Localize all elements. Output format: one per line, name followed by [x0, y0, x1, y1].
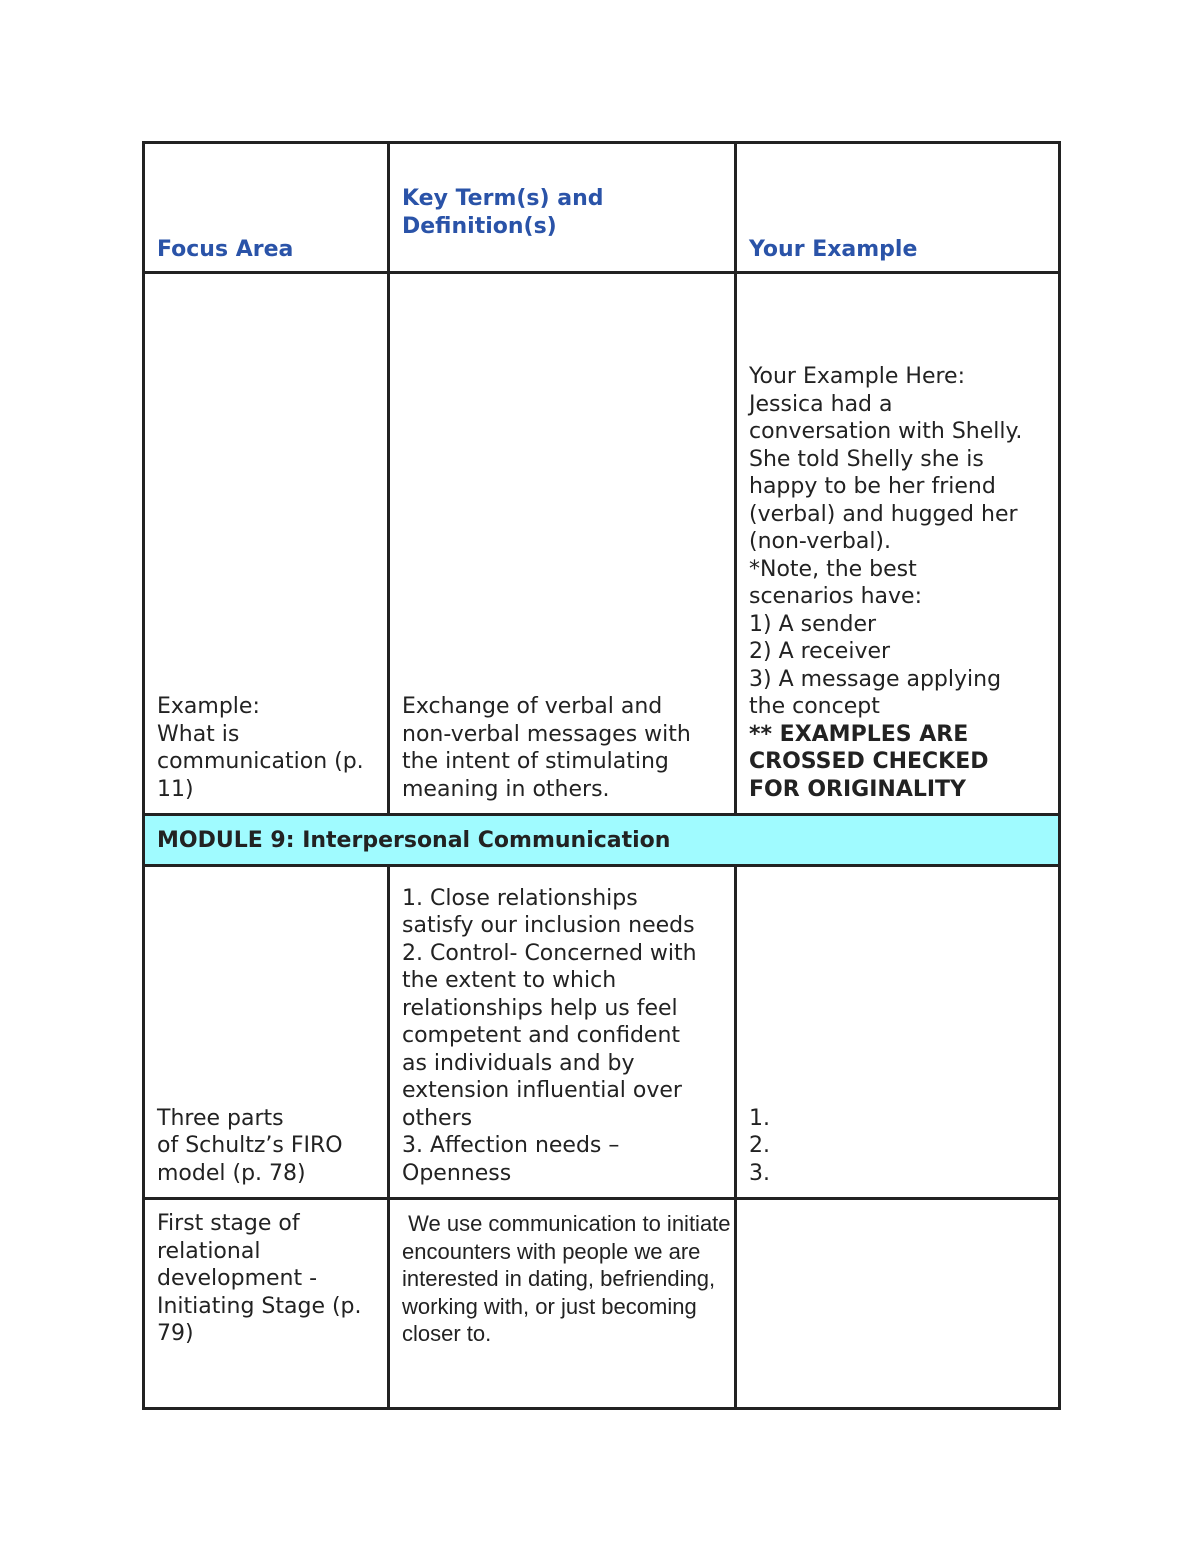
example-text-line: 2) A receiver	[749, 639, 891, 664]
initiating-stage-row	[144, 1199, 1060, 1409]
module-heading: MODULE 9: Interpersonal Communication	[144, 815, 1060, 866]
initiating-definition-line: interested in dating, befriending,	[402, 1266, 716, 1291]
initiating-focus-area-line: 79)	[157, 1321, 194, 1346]
header-your-example-label: Your Example	[749, 236, 918, 262]
firo-definition-line: relationships help us feel	[402, 995, 678, 1021]
example-focus-area-line: Example:	[157, 694, 260, 719]
firo-definition-line: 2. Control- Concerned with	[402, 940, 697, 966]
firo-definition-cell	[389, 866, 736, 1199]
originality-notice-line: CROSSED CHECKED	[749, 749, 989, 774]
example-row	[144, 273, 1060, 815]
module-heading-row	[144, 815, 1060, 866]
example-text-line: (verbal) and hugged her	[749, 501, 1018, 527]
example-text-line: She told Shelly she is	[749, 446, 984, 472]
header-focus-area	[144, 143, 389, 273]
example-definition-line: meaning in others.	[402, 776, 610, 802]
initiating-focus-area-line: development -	[157, 1266, 318, 1291]
firo-definition-line: as individuals and by	[402, 1050, 635, 1076]
firo-definition-line: 1. Close relationships	[402, 885, 638, 911]
firo-focus-area-line: Three parts	[157, 1105, 284, 1131]
example-focus-area-cell	[144, 273, 389, 815]
initiating-definition-line: working with, or just becoming	[402, 1293, 697, 1319]
example-definition-line: non-verbal messages with	[402, 721, 691, 747]
firo-definition-line: satisfy our inclusion needs	[402, 913, 695, 938]
example-text-line: (non-verbal).	[749, 529, 892, 554]
example-focus-area-line: What is	[157, 721, 240, 747]
firo-definition-line: the extent to which	[402, 968, 617, 993]
firo-definition-line: Openness	[402, 1160, 512, 1186]
firo-your-example-cell	[736, 866, 1060, 1199]
originality-notice-line: FOR ORIGINALITY	[749, 776, 966, 802]
firo-example-item: 1.	[749, 1105, 770, 1131]
example-text-line: happy to be her friend	[749, 474, 996, 499]
initiating-focus-area-line: relational	[157, 1238, 261, 1264]
header-key-terms	[389, 143, 736, 273]
firo-example-item: 2.	[749, 1133, 770, 1158]
firo-example-item: 3.	[749, 1160, 770, 1186]
header-row	[144, 143, 1060, 273]
firo-focus-area-line: of Schultz’s FIRO	[157, 1133, 343, 1158]
firo-definition-line: competent and confident	[402, 1023, 681, 1048]
initiating-focus-area-line: First stage of	[157, 1211, 300, 1236]
example-focus-area-line: 11)	[157, 776, 194, 802]
example-definition-cell	[389, 273, 736, 815]
firo-focus-area-line: model (p. 78)	[157, 1160, 306, 1186]
example-text-line: scenarios have:	[749, 584, 922, 609]
header-key-terms-label-line-2: Definition(s)	[402, 213, 557, 239]
firo-definition-line: extension influential over	[402, 1078, 682, 1103]
firo-definition-line: others	[402, 1105, 473, 1131]
example-text-line: *Note, the best	[749, 556, 917, 582]
header-focus-area-label: Focus Area	[157, 236, 294, 262]
example-text-line: Your Example Here:	[749, 364, 965, 389]
focus-area-table	[142, 141, 1061, 1410]
example-focus-area-line: communication (p.	[157, 749, 364, 774]
example-definition-line: the intent of stimulating	[402, 749, 669, 774]
example-text-line: conversation with Shelly.	[749, 419, 1023, 444]
initiating-definition-cell	[389, 1199, 736, 1409]
example-text-line: 1) A sender	[749, 611, 877, 637]
firo-row	[144, 866, 1060, 1199]
example-text-line: the concept	[749, 694, 880, 719]
example-text-line: 3) A message applying	[749, 666, 1002, 692]
initiating-your-example-cell	[736, 1199, 1060, 1409]
initiating-definition-line: closer to.	[402, 1321, 492, 1346]
originality-notice-line: ** EXAMPLES ARE	[749, 721, 969, 747]
initiating-definition-line: encounters with people we are	[402, 1238, 701, 1264]
initiating-definition-line: We use communication to initiate	[402, 1211, 731, 1236]
firo-definition-line: 3. Affection needs –	[402, 1133, 620, 1158]
initiating-focus-area-line: Initiating Stage (p.	[157, 1293, 362, 1319]
example-your-example-cell	[736, 273, 1060, 815]
example-text-line: Jessica had a	[749, 391, 893, 417]
example-definition-line: Exchange of verbal and	[402, 694, 663, 719]
initiating-focus-area-cell	[144, 1199, 389, 1409]
header-key-terms-label-line-1: Key Term(s) and	[402, 186, 604, 211]
header-your-example	[736, 143, 1060, 273]
firo-focus-area-cell	[144, 866, 389, 1199]
